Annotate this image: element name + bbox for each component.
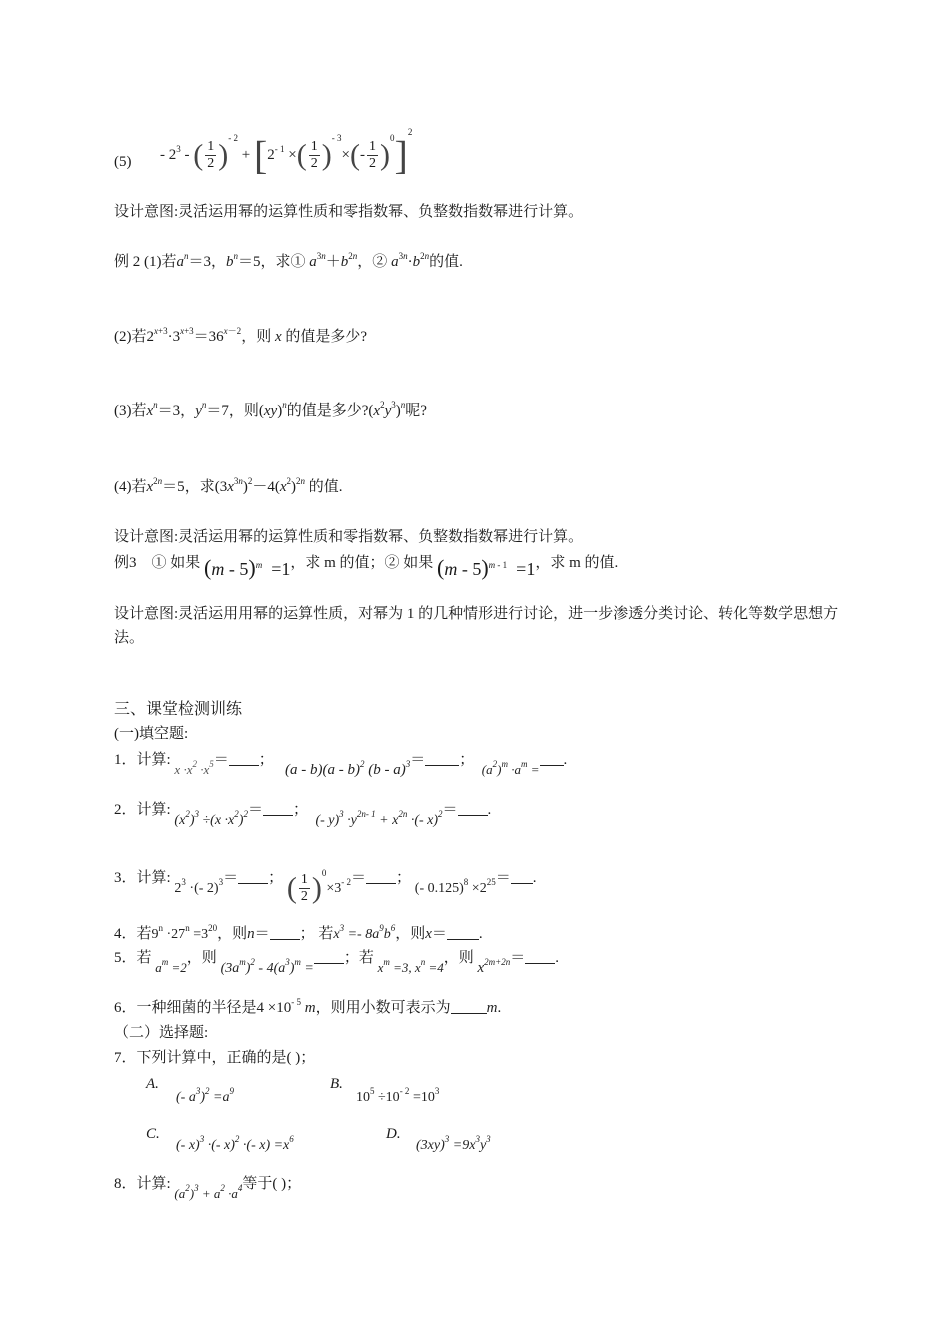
- question-8: 8．计算: $(a^2)^3 + a^2 \cdot a^4$等于( )；: [114, 1176, 302, 1201]
- answer-blank[interactable]: [238, 869, 268, 884]
- answer-blank[interactable]: [425, 751, 459, 766]
- question-3: 3．计算: $2^3$ ·(- 2)$^3$＝ ； ( $\frac{1}{2}$ )$^0\times 3^{- 2}=$ ； (- $0.125)^8 \times 2^{25}=$ .: [114, 867, 537, 905]
- example-1-5-expression: - $2^3$ - ( $\frac{1}{2}$ )$^{- 2} + [2^{- 1}$ ×( $\frac{1}{2}$ )$^{- 3}$×(- $\frac{1}{2}$ )$^0$]$^2$: [160, 127, 413, 178]
- example-2-q2: (2)若$2^{x+3}\cdot 3^{x+3}=36^{x-2}$，则 x 的值是多少?: [114, 326, 368, 345]
- option-a-label: A.: [146, 1076, 159, 1092]
- option-c-expression: (- x)$^3$ ·(- x)$^2$ ·(- $x) =x^6$: [176, 1134, 294, 1153]
- option-a-expression: (- $a^3)^2 =a^9$: [176, 1086, 234, 1105]
- option-d-label: D.: [386, 1126, 401, 1142]
- question-4: 4．若$9^n \cdot 27^n =3^{20}$，则n＝ ； 若$x^3 =- 8a^9b^6$，则x＝ .: [114, 923, 483, 942]
- example-2-q1: 例 2 (1)若$a^n=3$，$b^n=5$，求① $a^{3n}+b^{2n}$，② $a^{3n}\cdot b^{2n}$的值.: [114, 251, 463, 270]
- option-c-label: C.: [146, 1126, 160, 1142]
- example-2-q4: (4)若$x^{2n}=5$，求$(3x^{3n})^2-4(x^2)^{2n}$ 的值.: [114, 476, 343, 495]
- design-intent-1: 设计意图:灵活运用幂的运算性质和零指数幂、负整数指数幂进行计算。: [114, 204, 584, 220]
- fill-in-title: (一)填空题:: [114, 726, 189, 742]
- example-2-q3: (3)若$x^n=3$，$y^n=7$，则(xy)$^n$的值是多少$?(x^2y^3)^n$呢?: [114, 400, 427, 419]
- example-1-5-label: (5): [114, 154, 132, 170]
- answer-blank[interactable]: [229, 751, 259, 766]
- design-intent-3: 设计意图:灵活运用用幂的运算性质，对幂为 1 的几种情形进行讨论，进一步渗透分类讨论、转化等数学思想方法。: [114, 606, 839, 646]
- answer-blank[interactable]: [451, 999, 487, 1014]
- question-2: 2．计算: $(x^2)^3 \div(x \cdot x^2)^2=$ ； (- $y)^3 \cdot y^{2n- 1} + x^{2n}$ ·(- x)$^2$＝ .: [114, 802, 492, 828]
- question-6: 6．一种细菌的半径是$4 \times 10^{- 5}$ m，则用小数可表示为 m.: [114, 997, 502, 1016]
- answer-blank[interactable]: [511, 869, 533, 884]
- question-7: 7．下列计算中，正确的是( )；: [114, 1050, 316, 1066]
- question-5: 5．若 $a^m =2$，则 $(3a^m)^2 - 4(a^3)^m$ =；若 $x^m =3$, $x^n =4$，则 $x^{2m+2n}=$ .: [114, 950, 560, 976]
- option-d-expression: $(3xy)^3 =9x^3y^3$: [416, 1134, 491, 1153]
- question-1: 1．计算: $x \cdot x^2 \cdot x^5=$ ； (a - b)(a - b)$^2$ (b - a)$^3$＝ ； $(a^2)^m \cdot a^m$ =.: [114, 752, 568, 778]
- example-3: 例3 ① 如果 (m - 5)$^m$ =1，求 m 的值；② 如果 (m - 5)$^{m - 1}$ =1，求 m 的值.: [114, 555, 619, 580]
- answer-blank[interactable]: [314, 949, 344, 964]
- answer-blank[interactable]: [540, 751, 564, 766]
- choice-title: （二）选择题:: [114, 1025, 209, 1041]
- answer-blank[interactable]: [366, 869, 396, 884]
- answer-blank[interactable]: [263, 801, 293, 816]
- answer-blank[interactable]: [270, 925, 300, 940]
- answer-blank[interactable]: [525, 949, 555, 964]
- option-b-label: B.: [330, 1076, 343, 1092]
- design-intent-2: 设计意图:灵活运用幂的运算性质和零指数幂、负整数指数幂进行计算。: [114, 529, 584, 545]
- option-b-expression: $10^5 \div 10^{- 2} =10^3$: [356, 1086, 440, 1105]
- answer-blank[interactable]: [458, 801, 488, 816]
- section-title: 三、课堂检测训练: [114, 701, 243, 718]
- answer-blank[interactable]: [447, 925, 479, 940]
